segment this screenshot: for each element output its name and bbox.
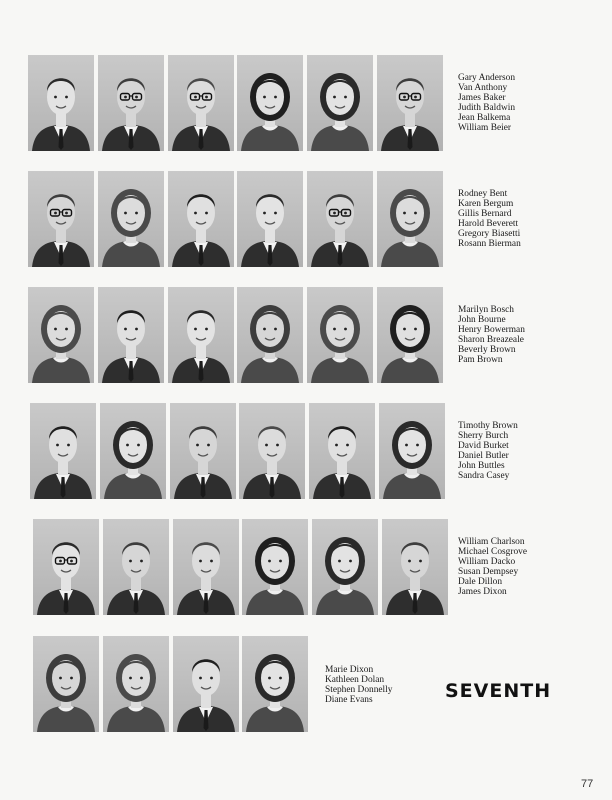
student-portrait [103, 636, 169, 732]
student-portrait [173, 636, 239, 732]
student-portrait [382, 519, 448, 615]
grade-title: SEVENTH [445, 680, 552, 702]
student-portrait [170, 403, 236, 499]
student-portrait [168, 55, 234, 151]
name-list [458, 73, 515, 134]
student-name: David Burket [458, 441, 509, 452]
name-list [458, 537, 527, 598]
student-portrait [377, 55, 443, 151]
student-name: William Dacko [458, 557, 516, 568]
student-name: Marie Dixon [325, 665, 374, 675]
student-portrait [98, 171, 164, 267]
student-name: Rodney Bent [458, 189, 508, 199]
student-name: Susan Dempsey [458, 567, 519, 578]
student-portrait [237, 55, 303, 151]
student-portrait [33, 636, 99, 732]
student-name: Michael Cosgrove [458, 547, 527, 558]
student-portrait [100, 403, 166, 499]
student-portrait [237, 171, 303, 267]
student-portrait [242, 636, 308, 732]
student-portrait [103, 519, 169, 615]
student-portrait [173, 519, 239, 615]
student-name: Pam Brown [458, 355, 503, 366]
student-name: James Baker [458, 93, 506, 104]
student-portrait [307, 55, 373, 151]
student-name: Dale Dillon [458, 577, 503, 588]
student-portrait [307, 287, 373, 383]
portrait-row [0, 55, 612, 151]
student-name: Sherry Burch [458, 431, 509, 442]
student-name: Harold Beverett [458, 219, 519, 230]
student-portrait [33, 519, 99, 615]
student-name: John Bourne [458, 315, 506, 326]
student-name: William Charlson [458, 537, 525, 547]
student-portrait [242, 519, 308, 615]
student-name: Van Anthony [458, 83, 508, 94]
portrait-row [0, 287, 612, 383]
student-name: Kathleen Dolan [325, 675, 385, 686]
name-list [458, 189, 521, 250]
student-portrait [312, 519, 378, 615]
page-number: 77 [581, 778, 594, 790]
student-name: Rosann Bierman [458, 239, 521, 250]
student-portrait [98, 287, 164, 383]
student-portrait [377, 171, 443, 267]
student-name: Marilyn Bosch [458, 305, 514, 315]
student-name: Sandra Casey [458, 471, 510, 482]
student-portrait [307, 171, 373, 267]
student-name: Judith Baldwin [458, 103, 516, 114]
student-name: Sharon Breazeale [458, 335, 524, 346]
student-name: Beverly Brown [458, 345, 516, 356]
student-name: Karen Bergum [458, 199, 514, 210]
student-name: Henry Bowerman [458, 325, 525, 336]
student-name: Daniel Butler [458, 451, 509, 462]
student-portrait [237, 287, 303, 383]
student-portrait [379, 403, 445, 499]
student-name: James Dixon [458, 587, 507, 598]
student-portrait [309, 403, 375, 499]
student-name: Jean Balkema [458, 113, 511, 124]
student-name: Gary Anderson [458, 73, 516, 83]
student-portrait [28, 171, 94, 267]
student-name: Stephen Donnelly [325, 685, 393, 696]
student-portrait [28, 55, 94, 151]
name-list [458, 305, 525, 366]
student-name: John Buttles [458, 461, 505, 472]
student-portrait [30, 403, 96, 499]
student-name: Gillis Bernard [458, 209, 512, 220]
student-name: Gregory Biasetti [458, 229, 521, 240]
student-name: Diane Evans [325, 695, 373, 706]
student-name: William Beier [458, 123, 511, 134]
student-portrait [28, 287, 94, 383]
student-portrait [168, 287, 234, 383]
student-name: Timothy Brown [458, 421, 518, 431]
student-portrait [168, 171, 234, 267]
student-portrait [377, 287, 443, 383]
name-list [325, 665, 392, 705]
portrait-row [0, 171, 612, 267]
name-list [458, 421, 518, 482]
student-portrait [239, 403, 305, 499]
student-portrait [98, 55, 164, 151]
portrait-row [0, 403, 612, 499]
portrait-row [0, 519, 612, 615]
